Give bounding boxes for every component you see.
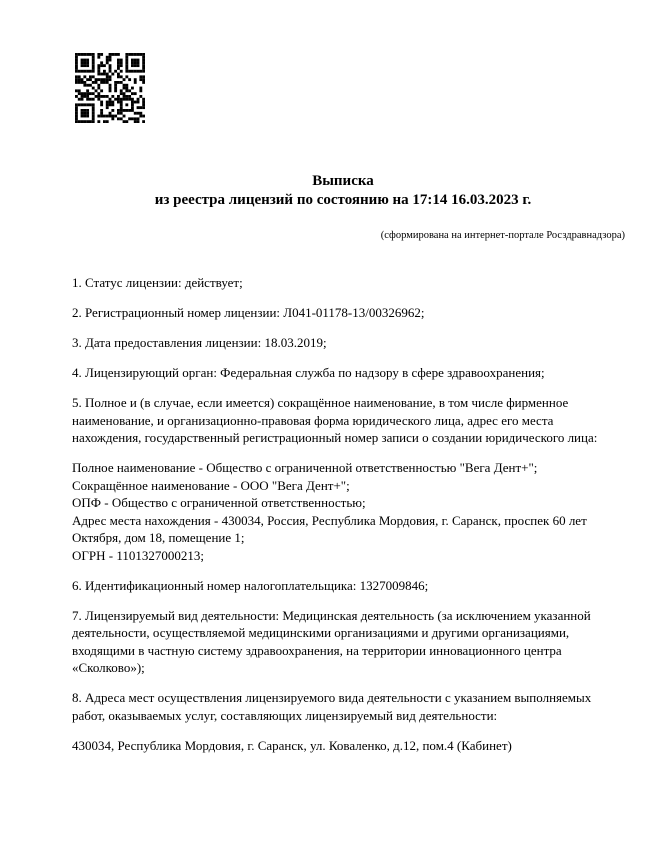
document-title-line2: из реестра лицензий по состоянию на 17:14 16.03.2023 г. <box>154 192 532 208</box>
organization-info-intro: 5. Полное и (в случае, если имеется) сокращённое наименование, в том числе фирменное наименование, и организационно-правовая форма юридического лица, адрес его места нахождения, государственный регистрационный номер записи о создании юридического лица: <box>72 395 598 445</box>
organization-details <box>72 459 614 564</box>
licensing-authority: 4. Лицензирующий орган: Федеральная служба по надзору в сфере здравоохранения; <box>72 365 545 380</box>
license-registration-number: 2. Регистрационный номер лицензии: Л041-01178-13/00326962; <box>72 305 425 320</box>
organization-short-name: Сокращённое наименование - ООО "Вега Дент+"; <box>72 477 350 493</box>
organization-full-name: Полное наименование - Общество с ограниченной ответственностью "Вега Дент+"; <box>72 460 538 475</box>
document-title-line1: Выписка <box>312 173 374 189</box>
activity-addresses-intro: 8. Адреса мест осуществления лицензируемого вида деятельности с указанием выполняемых работ, оказываемых услуг, составляющих лицензируемый вид деятельности: <box>72 690 592 723</box>
organization-legal-form: ОПФ - Общество с ограниченной ответственностью; <box>72 495 366 510</box>
document-body <box>72 274 614 767</box>
licensed-activity: 7. Лицензируемый вид деятельности: Медицинская деятельность (за исключением указанной деятельности, осуществляемой медицинскими организациями и другими организациями, входящими в частную систему здравоохранения, на территории инновационного центра «Сколково»); <box>72 607 591 675</box>
organization-address: Адрес места нахождения - 430034, Россия, Республика Мордовия, г. Саранск, проспек 60 лет Октября, дом 18, помещение 1; <box>72 512 587 545</box>
organization-ogrn: ОГРН - 1101327000213; <box>72 547 204 563</box>
qr-code-icon <box>75 53 145 123</box>
document-subtitle: (сформирована на интернет-портале Росздравнадзора) <box>380 230 625 241</box>
taxpayer-id: 6. Идентификационный номер налогоплательщика: 1327009846; <box>72 577 429 593</box>
license-grant-date: 3. Дата предоставления лицензии: 18.03.2019; <box>72 335 327 350</box>
activity-address: 430034, Республика Мордовия, г. Саранск, ул. Коваленко, д.12, пом.4 (Кабинет) <box>72 737 512 753</box>
document-title <box>30 172 656 210</box>
license-status: 1. Статус лицензии: действует; <box>72 275 243 290</box>
